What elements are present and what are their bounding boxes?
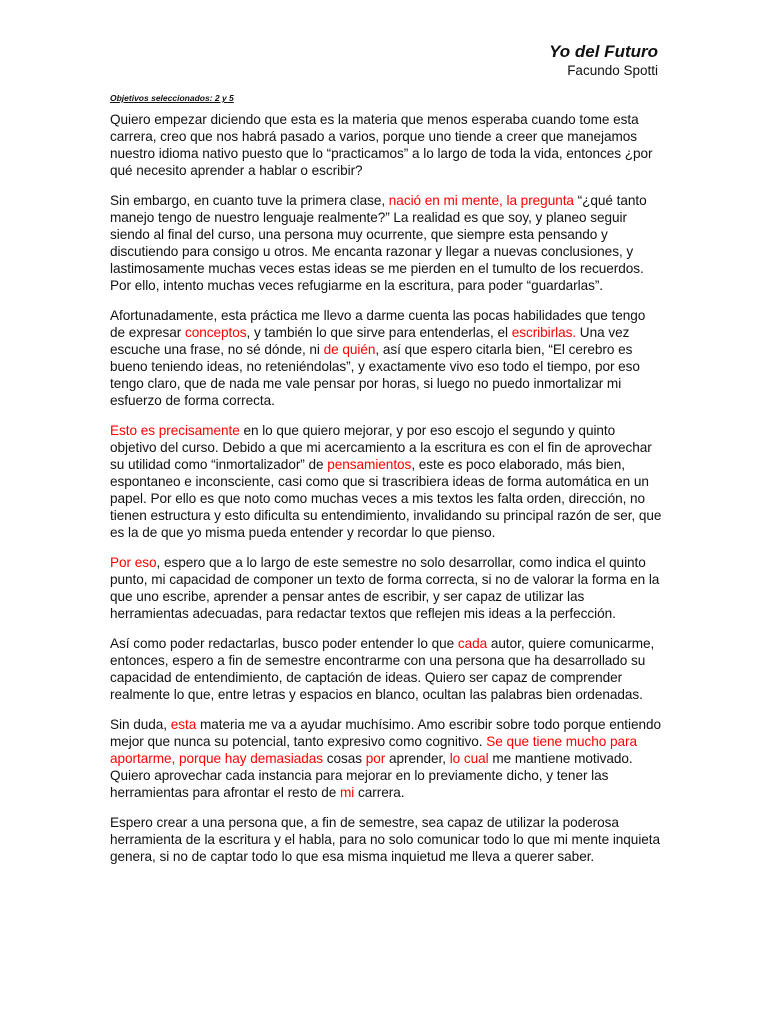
highlighted-text: Por eso [110, 555, 157, 570]
text-segment: carrera. [354, 785, 405, 800]
highlighted-text: nació en mi mente, la pregunta [388, 193, 574, 208]
paragraph [110, 422, 662, 541]
highlighted-text: Esto es precisamente [110, 423, 240, 438]
text-segment: Sin duda, [110, 717, 171, 732]
text-segment: cosas [323, 751, 366, 766]
document-author: Facundo Spotti [567, 63, 658, 78]
text-segment: , espero que a lo largo de este semestre no solo desarrollar, como indica el quinto punto, mi capacidad de componer un texto de forma correcta, si no de valorar la forma en la que uno escribe, aprender a pensar antes de escribir, y ser capaz de utilizar las herramientas adecuadas, para redactar textos que reflejen mis ideas a la perfección. [110, 555, 660, 621]
highlighted-text: esta [170, 717, 197, 732]
text-segment: me mantiene motivado. Quiero aprovechar cada instancia para mejorar en lo previamente dicho, y tener las herramientas para afrontar el resto de [110, 751, 633, 800]
highlighted-text: conceptos [184, 325, 247, 340]
text-segment: Afortunadamente, esta práctica me llevo a darme cuenta las pocas habilidades que tengo de expresar [110, 308, 646, 340]
text-segment: , y también lo que sirve para entenderlas, el [246, 325, 512, 340]
text-segment: autor, quiere comunicarme, entonces, espero a fin de semestre encontrarme con una persona que ha desarrollado su capacidad de entendimiento, de captación de ideas. Quiero ser capaz de comprender realmente lo que, entre letras y espacios en blanco, ocultan las palabras bien ordenadas. [110, 636, 655, 702]
text-segment: , así que espero citarla bien, “El cerebro es bueno teniendo ideas, no reteniéndolas”, y exactamente vivo eso todo el tiempo, por eso tengo claro, que de nada me vale pensar por horas, si luego no puedo inmortalizar mi esfuerzo de forma correcta. [110, 342, 640, 408]
paragraph [110, 307, 662, 409]
text-segment: Espero crear a una persona que, a fin de semestre, sea capaz de utilizar la poderosa herramienta de la escritura y el habla, para no solo comunicar todo lo que mi mente inquieta genera, si no de captar todo lo que esa misma inquietud me lleva a querer saber. [110, 815, 661, 864]
paragraph [110, 635, 662, 703]
highlighted-text: cada [457, 636, 488, 651]
document-body [110, 111, 662, 878]
highlighted-text: por [365, 751, 386, 766]
text-segment: , este es poco elaborado, más bien, espontaneo e inconsciente, casi como que si trascribiera ideas de forma automática en un papel. Por ello es que noto como muchas veces a mis textos les falta orden, dirección, no tienen estructura y esto dificulta su entendimiento, invalidando su principal razón de ser, que es la de que yo misma pueda entender y recordar lo que pienso. [110, 457, 662, 540]
text-segment: Así como poder redactarlas, busco poder entender lo que [110, 636, 458, 651]
paragraph [110, 814, 662, 865]
text-segment: Una vez escuche una frase, no sé dónde, ni [110, 325, 630, 357]
highlighted-text: mi [340, 785, 355, 800]
highlighted-text: pensamientos [327, 457, 412, 472]
paragraph [110, 192, 662, 294]
document-title: Yo del Futuro [549, 42, 658, 61]
text-segment: materia me va a ayudar muchísimo. Amo escribir sobre todo porque entiendo mejor que nunca su potencial, tanto expresivo como cognitivo. [110, 717, 661, 749]
highlighted-text: escribirlas. [511, 325, 577, 340]
highlighted-text: lo cual [449, 751, 489, 766]
highlighted-text: de quién [323, 342, 376, 357]
text-segment: Sin embargo, en cuanto tuve la primera clase, [110, 193, 389, 208]
paragraph [110, 716, 662, 801]
text-segment: aprender, [385, 751, 450, 766]
text-segment: Quiero empezar diciendo que esta es la materia que menos esperaba cuando tome esta carrera, creo que nos habrá pasado a varios, porque uno tiende a creer que manejamos nuestro idioma nativo puesto que lo “practicamos” a lo largo de toda la vida, entonces ¿por qué necesito aprender a hablar o escribir? [110, 112, 653, 178]
document-header [549, 42, 658, 79]
paragraph [110, 111, 662, 179]
highlighted-text: Se que tiene mucho para aportarme, porque hay demasiadas [110, 734, 637, 766]
paragraph [110, 554, 662, 622]
text-segment: “¿qué tanto manejo tengo de nuestro lenguaje realmente?” La realidad es que soy, y planeo seguir siendo al final del curso, una persona muy ocurrente, que siempre esta pensando y discutiendo para consigo u otros. Me encanta razonar y llegar a nuevas conclusiones, y lastimosamente muchas veces estas ideas se me pierden en el tumulto de los recuerdos. Por ello, intento muchas veces refugiarme en la escritura, para poder “guardarlas”. [110, 193, 647, 293]
objectives-label: Objetivos seleccionados: 2 y 5 [110, 93, 234, 103]
text-segment: en lo que quiero mejorar, y por eso escojo el segundo y quinto objetivo del curso. Debido a que mi acercamiento a la escritura es con el fin de aprovechar su utilidad como “inmortalizador” de [110, 423, 652, 472]
